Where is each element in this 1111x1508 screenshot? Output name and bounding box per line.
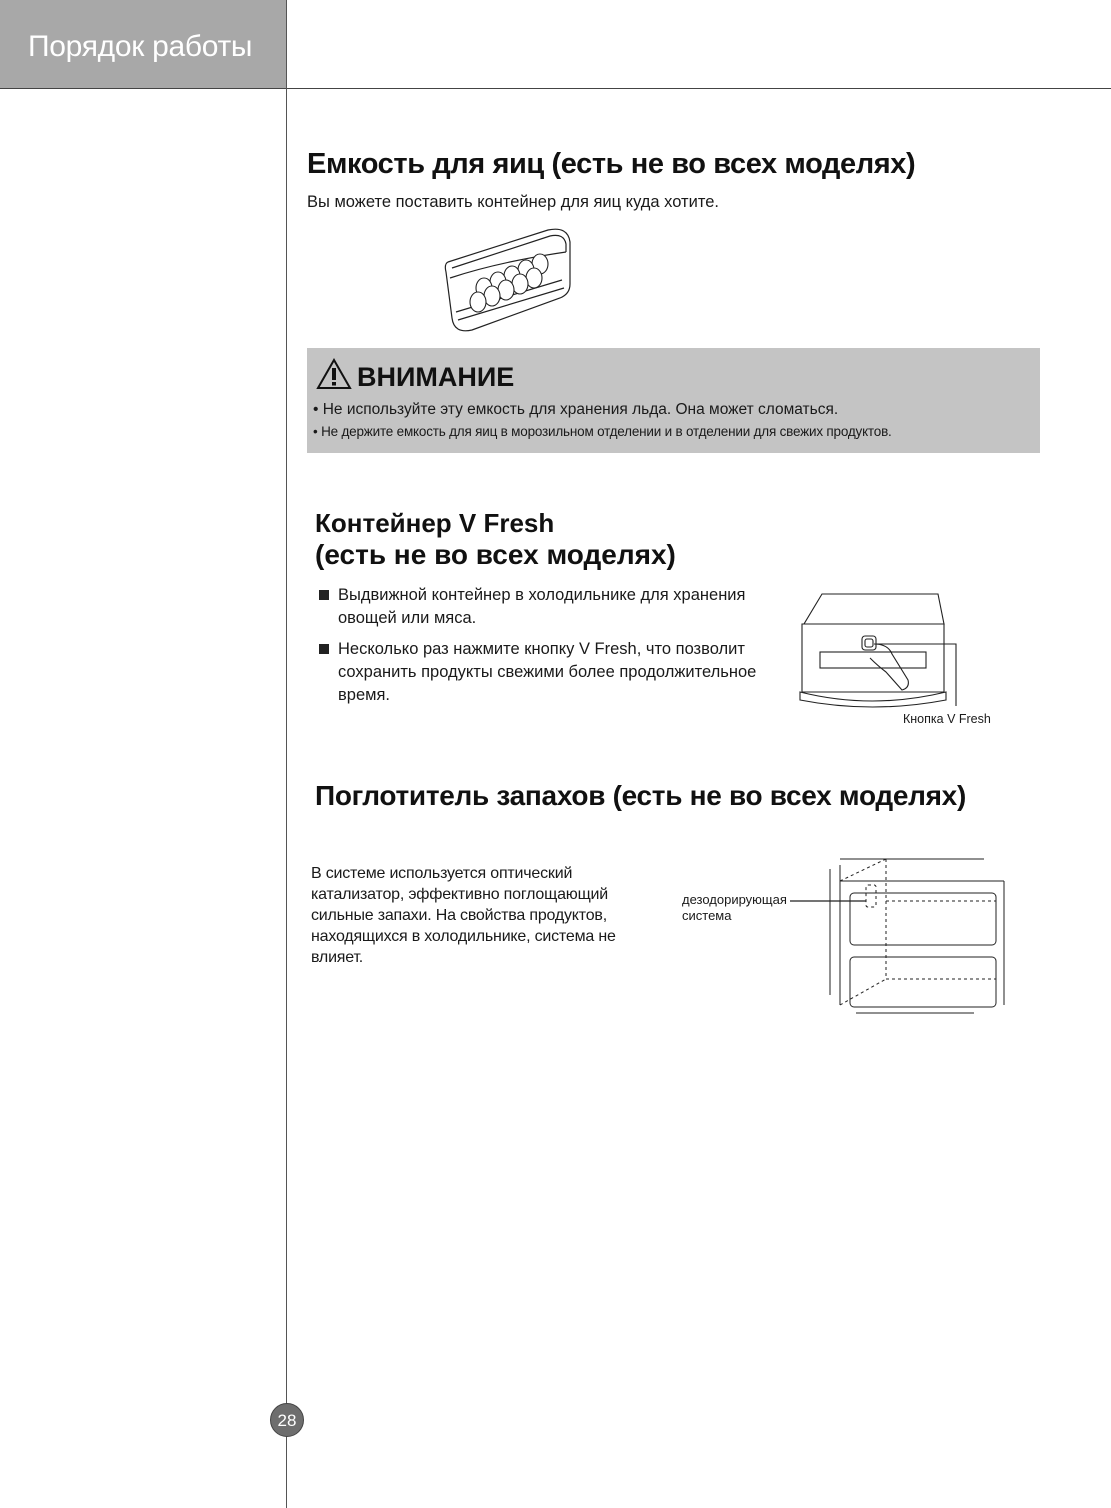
egg-section-title: Емкость для яиц (есть не во всех моделях) (307, 148, 916, 180)
warning-title: ВНИМАНИЕ (357, 362, 515, 392)
vfresh-bullet-list (319, 584, 759, 715)
vfresh-section-subtitle: (есть не во всех моделях) (315, 539, 676, 570)
warning-line-1: • Не используйте эту емкость для хранения льда. Она может сломаться. (313, 401, 839, 418)
deodorizer-section-title: Поглотитель запахов (есть не во всех моделях) (315, 780, 966, 811)
vfresh-section-title: Контейнер V Fresh (315, 508, 555, 538)
deodorizer-fridge-illustration (790, 855, 1010, 1020)
vfresh-drawer-illustration (796, 588, 966, 713)
vfresh-bullet-1: Выдвижной контейнер в холодильнике для хранения овощей или мяса. (319, 584, 759, 630)
deodorizer-section-text: В системе используется оптический катализатор, эффективно поглощающий сильные запахи. На свойства продуктов, находящихся в холодильнике, система не влияет. (311, 865, 616, 966)
section-header-title: Порядок работы (28, 30, 253, 63)
deodorizer-label-line-1: дезодорирующая (682, 892, 787, 907)
warning-box (307, 348, 1040, 453)
deodorizer-label-line-2: система (682, 908, 732, 923)
margin-rule (286, 0, 287, 1508)
section-header-tab (0, 0, 287, 88)
warning-line-2: • Не держите емкость для яиц в морозильном отделении и в отделении для свежих продуктов. (313, 424, 892, 439)
page-number-badge: 28 (270, 1403, 304, 1437)
header-divider (0, 88, 1111, 89)
deodorizer-figure-label (682, 892, 787, 924)
vfresh-bullet-2: Несколько раз нажмите кнопку V Fresh, что позволит сохранить продукты свежими более продолжительное время. (319, 638, 759, 707)
egg-section-text: Вы можете поставить контейнер для яиц куда хотите. (307, 193, 719, 211)
vfresh-button-caption: Кнопка V Fresh (903, 712, 991, 726)
egg-container-illustration (438, 222, 578, 334)
warning-triangle-icon (316, 358, 352, 390)
